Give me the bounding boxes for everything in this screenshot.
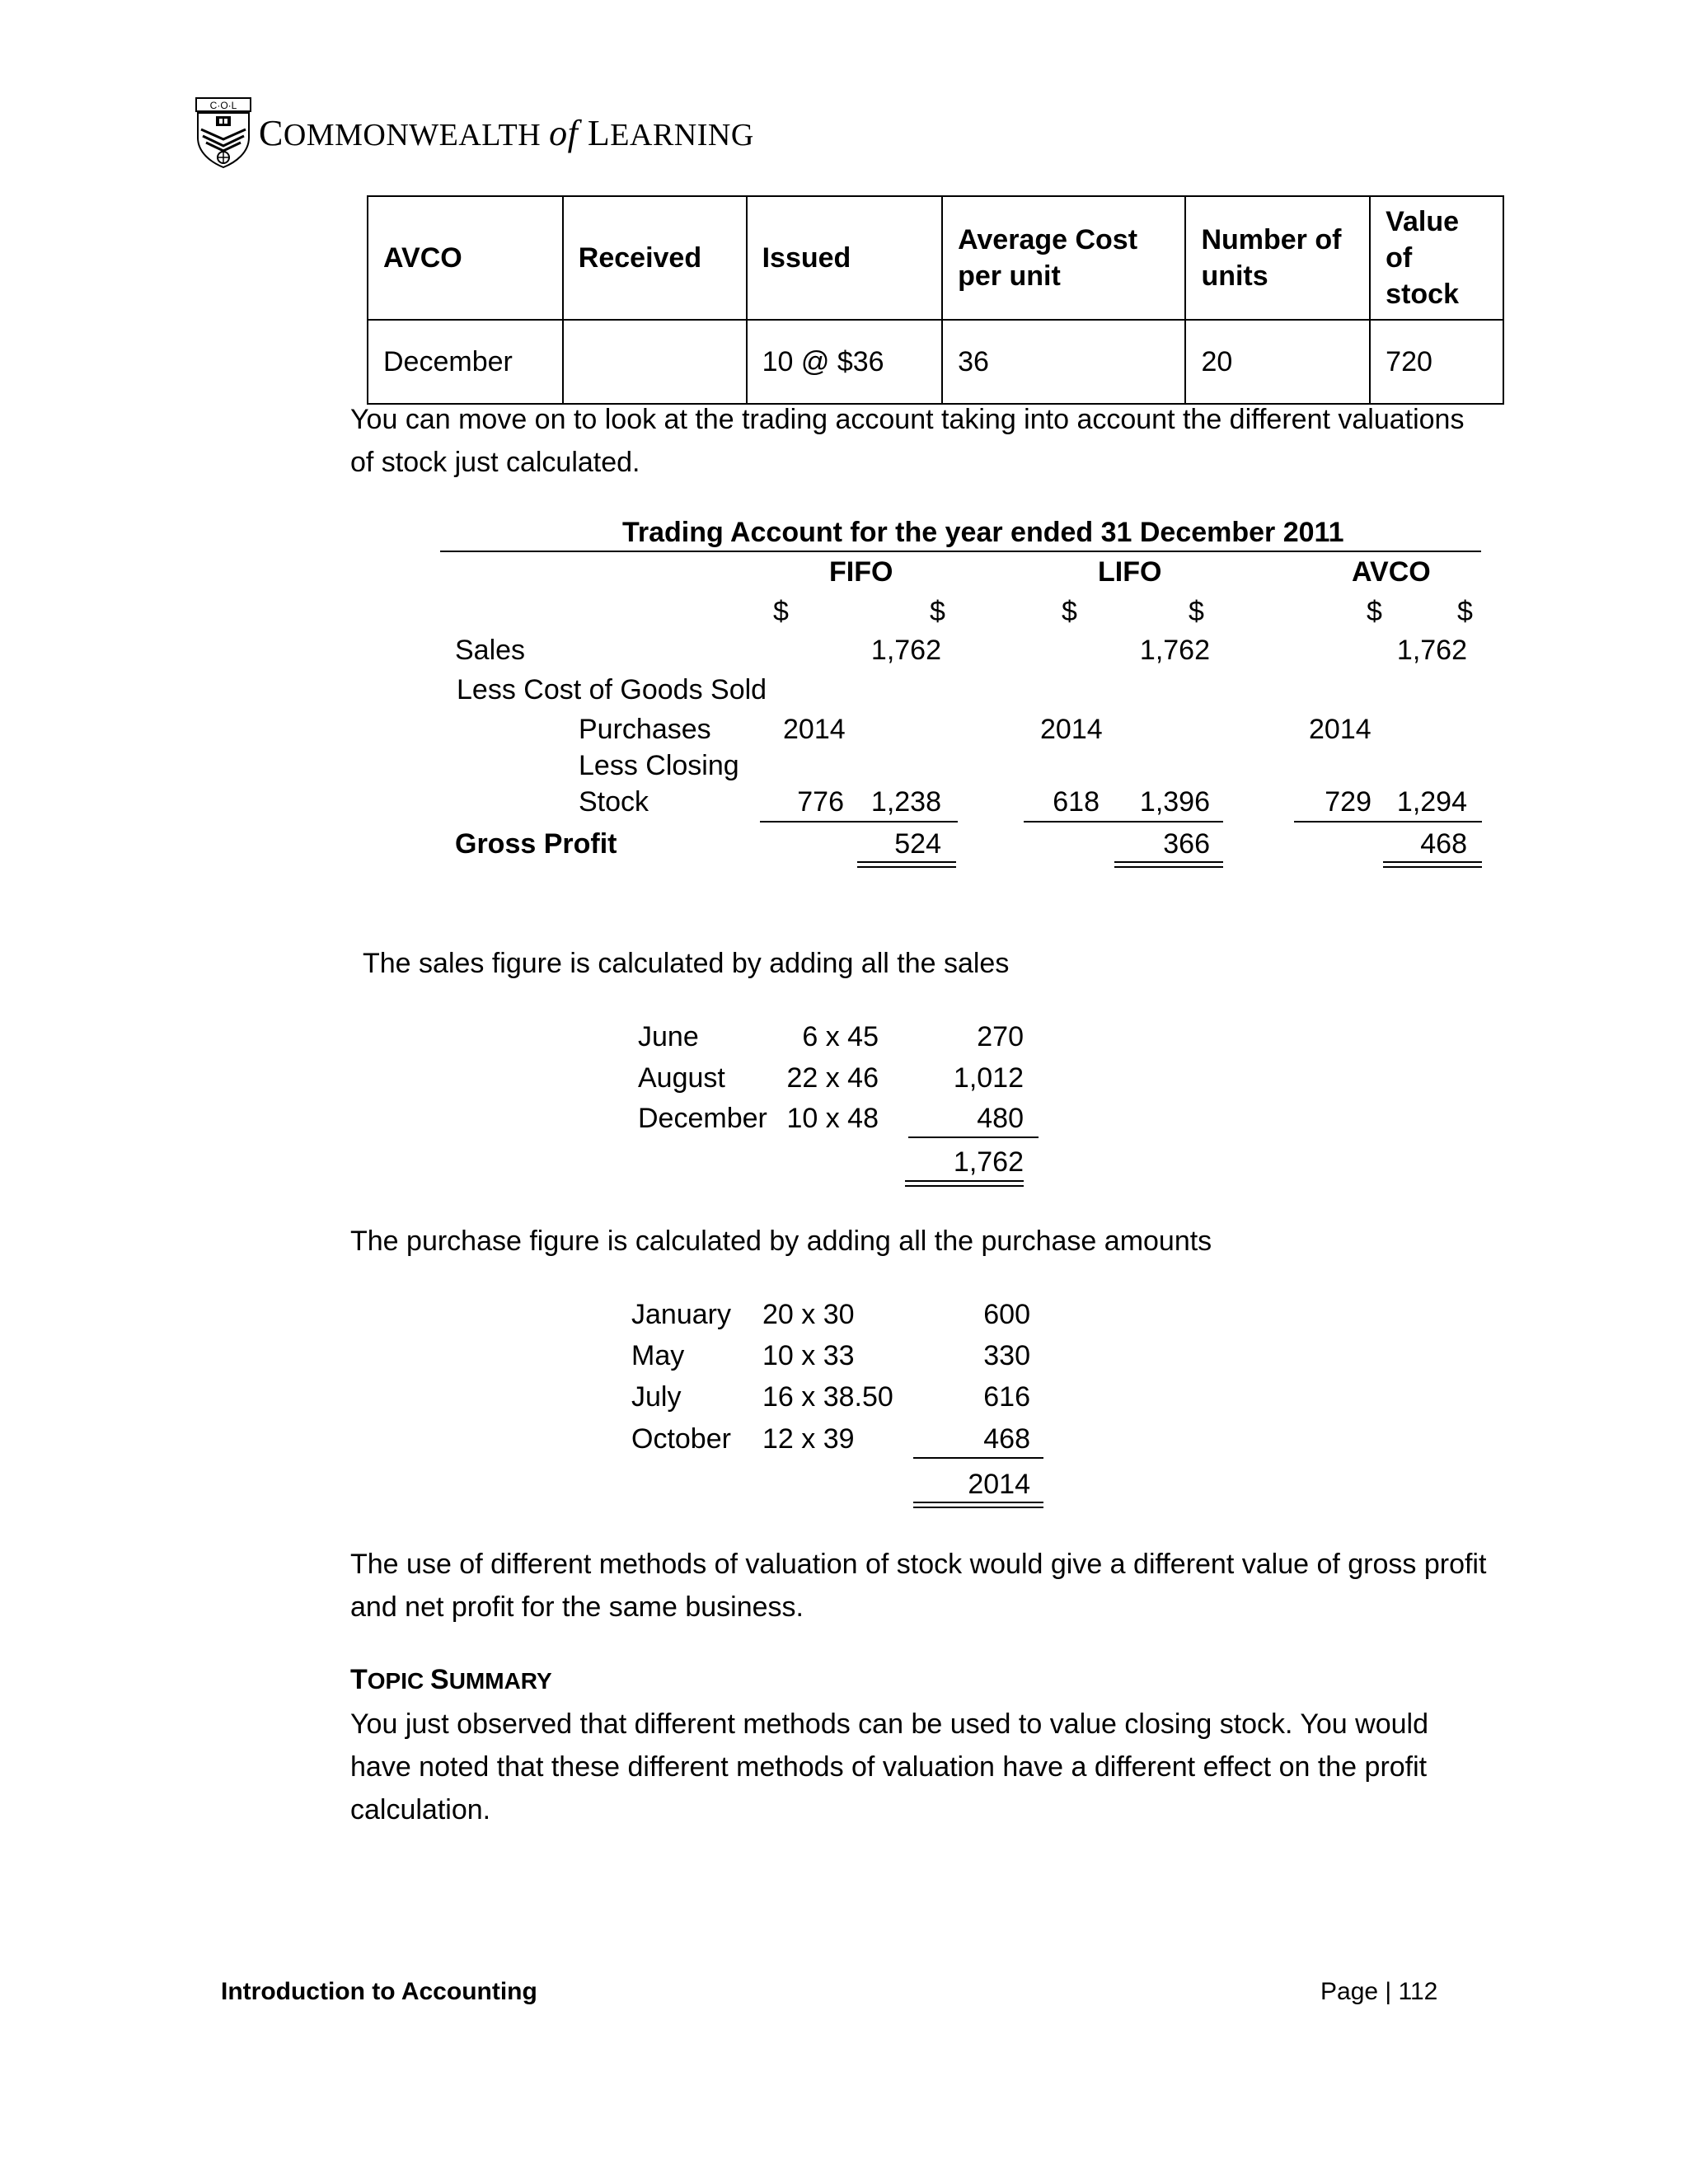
lifo-gross-profit: 366 bbox=[1163, 828, 1210, 860]
table-cell: 20 bbox=[1185, 320, 1370, 404]
purchase-calc: 20 x 30 bbox=[762, 1299, 855, 1330]
currency-symbol: $ bbox=[1062, 596, 1077, 627]
lifo-sales: 1,762 bbox=[1139, 635, 1210, 666]
footer-page-number: Page | 112 bbox=[1320, 1978, 1438, 2005]
table-header-row bbox=[368, 196, 1503, 320]
sales-calc: 10 x 48 bbox=[786, 1103, 879, 1134]
currency-symbol: $ bbox=[930, 596, 945, 627]
avco-sales: 1,762 bbox=[1396, 635, 1467, 666]
table-header-cell: Number of units bbox=[1185, 196, 1370, 320]
intro-paragraph: You can move on to look at the trading account taking into account the different valuations of stock just calculated. bbox=[350, 404, 1465, 478]
purchase-calc: 10 x 33 bbox=[762, 1340, 855, 1371]
sales-amount: 270 bbox=[977, 1021, 1024, 1052]
purchase-month: May bbox=[631, 1340, 685, 1371]
avco-cogs: 1,294 bbox=[1396, 786, 1467, 818]
purchase-subtotal-rule bbox=[913, 1457, 1043, 1459]
sales-calc: 22 x 46 bbox=[786, 1062, 879, 1094]
table-cell bbox=[563, 320, 747, 404]
sales-amount: 1,012 bbox=[953, 1062, 1024, 1094]
fifo-total-double-rule bbox=[857, 861, 956, 868]
sales-month: June bbox=[638, 1021, 699, 1052]
method-heading-avco: AVCO bbox=[1352, 556, 1431, 588]
sales-amount: 480 bbox=[977, 1103, 1024, 1134]
currency-symbol: $ bbox=[1189, 596, 1204, 627]
logo-lettering: C·O·L bbox=[209, 100, 237, 111]
method-heading-fifo: FIFO bbox=[829, 556, 893, 588]
sales-label: Sales bbox=[455, 635, 526, 666]
sales-intro: The sales figure is calculated by adding all the sales bbox=[363, 948, 1010, 979]
currency-symbol: $ bbox=[1457, 596, 1473, 627]
sales-total: 1,762 bbox=[953, 1146, 1024, 1178]
col-shield-logo-icon bbox=[195, 96, 252, 169]
organization-name: COMMONWEALTH of LEARNING bbox=[259, 113, 754, 153]
stock-label: Stock bbox=[579, 786, 649, 818]
fifo-purchases: 2014 bbox=[783, 714, 846, 745]
table-header-cell: Value of stock bbox=[1370, 196, 1503, 320]
currency-symbol: $ bbox=[1367, 596, 1382, 627]
sales-month: December bbox=[638, 1103, 767, 1134]
table-header-cell: AVCO bbox=[368, 196, 563, 320]
avco-gross-profit: 468 bbox=[1420, 828, 1467, 860]
table-row bbox=[368, 320, 1503, 404]
table-header-cell: Average Cost per unit bbox=[942, 196, 1185, 320]
purchase-month: January bbox=[631, 1299, 731, 1330]
purchase-amount: 468 bbox=[983, 1423, 1030, 1455]
sales-total-double-rule bbox=[905, 1180, 1024, 1187]
sales-subtotal-rule bbox=[908, 1137, 1039, 1138]
table-header-cell: Received bbox=[563, 196, 747, 320]
method-heading-lifo: LIFO bbox=[1098, 556, 1162, 588]
purchase-month: July bbox=[631, 1381, 682, 1413]
lifo-closing-stock: 618 bbox=[1053, 786, 1100, 818]
purchase-amount: 600 bbox=[983, 1299, 1030, 1330]
purchase-month: October bbox=[631, 1423, 731, 1455]
gross-profit-label: Gross Profit bbox=[455, 828, 617, 860]
avco-purchases: 2014 bbox=[1309, 714, 1372, 745]
purchase-amount: 330 bbox=[983, 1340, 1030, 1371]
purchase-total: 2014 bbox=[968, 1469, 1030, 1500]
footer-course-title: Introduction to Accounting bbox=[221, 1978, 537, 2005]
topic-summary-text: You just observed that different methods can be used to value closing stock. You would have noted that these different methods of valuation have a different effect on the profit calculation. bbox=[350, 1708, 1428, 1825]
purchase-calc: 12 x 39 bbox=[762, 1423, 855, 1455]
lifo-purchases: 2014 bbox=[1040, 714, 1103, 745]
less-cogs-label: Less Cost of Goods Sold bbox=[457, 674, 767, 705]
sales-month: August bbox=[638, 1062, 725, 1094]
fifo-gross-profit: 524 bbox=[894, 828, 941, 860]
purchase-intro: The purchase figure is calculated by adding all the purchase amounts bbox=[350, 1226, 1212, 1257]
purchase-calc: 16 x 38.50 bbox=[762, 1381, 893, 1413]
lifo-cogs: 1,396 bbox=[1139, 786, 1210, 818]
currency-symbol: $ bbox=[773, 596, 789, 627]
table-cell: 720 bbox=[1370, 320, 1503, 404]
sales-calc: 6 x 45 bbox=[802, 1021, 879, 1052]
title-rule bbox=[440, 551, 1481, 552]
avco-total-double-rule bbox=[1383, 861, 1482, 868]
topic-summary-heading: TOPIC SUMMARY bbox=[350, 1664, 552, 1695]
less-closing-label: Less Closing bbox=[579, 750, 739, 781]
fifo-cogs: 1,238 bbox=[870, 786, 941, 818]
purchase-amount: 616 bbox=[983, 1381, 1030, 1413]
avco-table bbox=[367, 195, 1504, 405]
table-header-cell: Issued bbox=[747, 196, 943, 320]
table-cell: 36 bbox=[942, 320, 1185, 404]
avco-closing-stock: 729 bbox=[1325, 786, 1372, 818]
lifo-total-double-rule bbox=[1114, 861, 1223, 868]
fifo-sales: 1,762 bbox=[870, 635, 941, 666]
conclusion-paragraph: The use of different methods of valuation of stock would give a different value of gross profit and net profit for the same business. bbox=[350, 1549, 1487, 1623]
purchase-total-double-rule bbox=[913, 1502, 1043, 1508]
table-cell: 10 @ $36 bbox=[747, 320, 943, 404]
table-cell: December bbox=[368, 320, 563, 404]
trading-account-title: Trading Account for the year ended 31 December 2011 bbox=[622, 517, 1344, 548]
fifo-closing-stock: 776 bbox=[797, 786, 844, 818]
purchases-label: Purchases bbox=[579, 714, 711, 745]
